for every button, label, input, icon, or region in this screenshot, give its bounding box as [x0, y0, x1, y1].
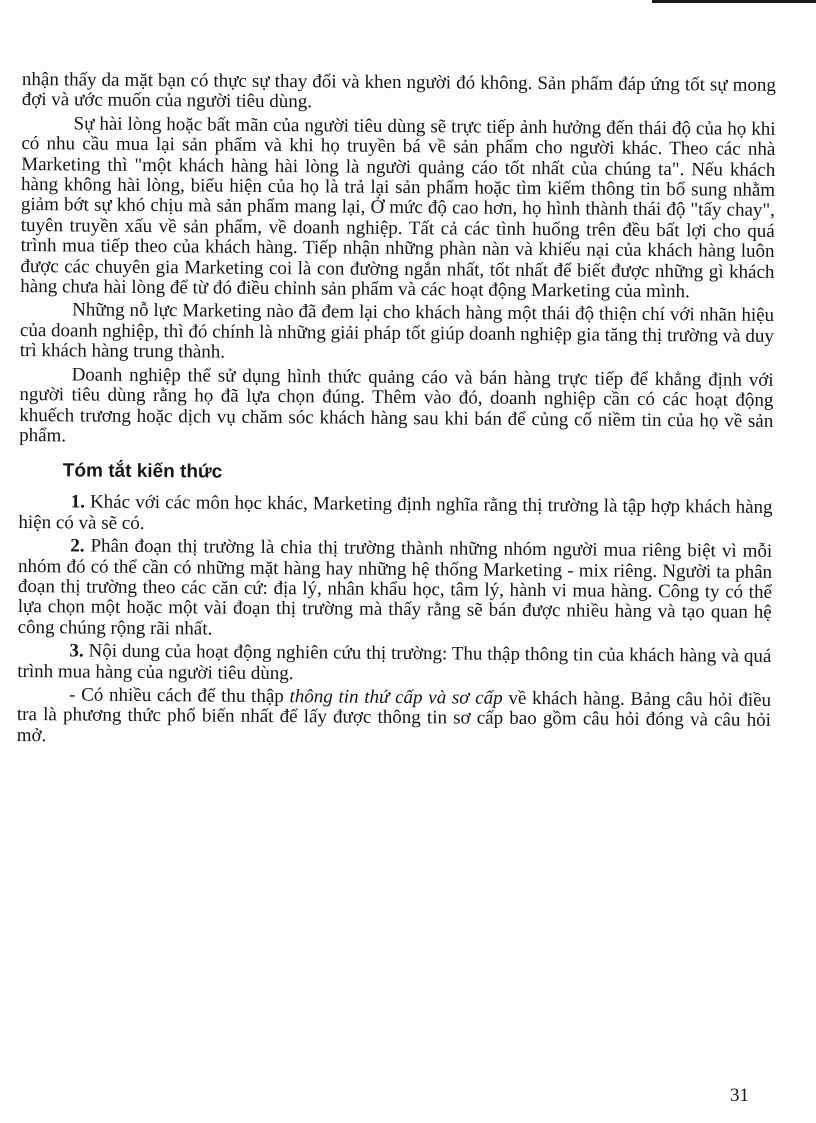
page-body	[17, 70, 776, 752]
summary-item-text: Khác với các môn học khác, Marketing định nghĩa rằng thị trường là tập hợp khách hàng hiện có và sẽ có.	[18, 491, 773, 534]
paragraph-marketing-efforts: Những nỗ lực Marketing nào đã đem lại cho khách hàng một thái độ thiện chí với nhãn hiệu của doanh nghiệp, thì đó chính là những giải pháp tốt giúp doanh nghiệp gia tăng thị trường và duy trì khách hàng trung thành.	[19, 299, 775, 363]
summary-item-number: 3.	[69, 640, 84, 662]
paragraph-advertising: Doanh nghiệp thể sử dụng hình thức quảng cáo và bán hàng trực tiếp để khẳng định với người tiêu dùng rằng họ đã lựa chọn đúng. Thêm vào đó, doanh nghiệp cần có các hoạt động khuếch trương hoặc dịch vụ chăm sóc khách hàng sau khi bán để củng cố niềm tin của họ về sản phẩm.	[19, 364, 774, 447]
detail-text-before: - Có nhiều cách để thu thập	[69, 684, 290, 708]
summary-item-2	[18, 536, 773, 644]
summary-item-3	[17, 641, 771, 688]
summary-item-text: Phân đoạn thị trường là chia thị trường thành những nhóm người mua riêng biệt vì mỗi nhóm đó có thể cần có những mặt hàng hay những hệ thống Marketing - mix riêng. Người ta phân đoạn thị trường theo các căn cứ: địa lý, nhân khẩu học, tâm lý, hành vi mua hàng. Công ty có thể lựa chọn một hoặc một vài đoạn thị trường mà thấy rằng sẽ bán được nhiều hàng và tạo quan hệ công chúng rộng rãi nhất.	[17, 535, 773, 640]
summary-item-3-detail	[17, 685, 771, 752]
paragraph-continued: nhận thấy da mặt bạn có thực sự thay đổi và khen người đó không. Sản phẩm đáp ứng tốt sự mong đợi và ước muốn của người tiêu dùng.	[21, 69, 776, 113]
detail-text-after: về khách hàng. Bảng câu hỏi điều tra là phương thức phổ biến nhất để lấy được thông tin sơ cấp bao gồm câu hỏi đóng và câu hỏi mở.	[16, 687, 772, 746]
header-rule	[652, 0, 816, 3]
paragraph-satisfaction: Sự hài lòng hoặc bất mãn của người tiêu dùng sẽ trực tiếp ảnh hưởng đến thái độ của họ khi có nhu cầu mua lại sản phẩm và khi họ truyền bá về sản phẩm cho người khác. Theo các nhà Marketing thì "một khách hàng hài lòng là người quảng cáo tốt nhất của chúng ta". Nếu khách hàng không hài lòng, biểu hiện của họ là trả lại sản phẩm hoặc tìm kiếm thông tin bổ sung nhằm giảm bớt sự khó chịu mà sản phẩm mang lại, Ở mức độ cao hơn, họ hình thành thái độ "tẩy chay", tuyên truyền xấu về sản phẩm, về doanh nghiệp. Tất cả các tình huống trên đều bất lợi cho quá trình mua tiếp theo của khách hàng. Tiếp nhận những phàn nàn và khiếu nại của khách hàng luôn được các chuyên gia Marketing coi là con đường ngắn nhất, tốt nhất để biết được những gì khách hàng chưa hài lòng để từ đó điều chỉnh sản phẩm và các hoạt động Marketing của mình.	[20, 113, 776, 303]
summary-item-number: 1.	[70, 491, 85, 513]
summary-item-number: 2.	[70, 535, 85, 557]
page-number: 31	[730, 1085, 749, 1106]
section-title: Tóm tắt kiến thức	[62, 460, 223, 483]
detail-text-italic: thông tin thứ cấp và sơ cấp	[289, 686, 503, 709]
summary-item-text: Nội dung của hoạt động nghiên cứu thị trường: Thu thập thông tin của khách hàng và quá trình mua hàng của người tiêu dùng.	[17, 640, 772, 684]
summary-item-1	[18, 492, 772, 539]
